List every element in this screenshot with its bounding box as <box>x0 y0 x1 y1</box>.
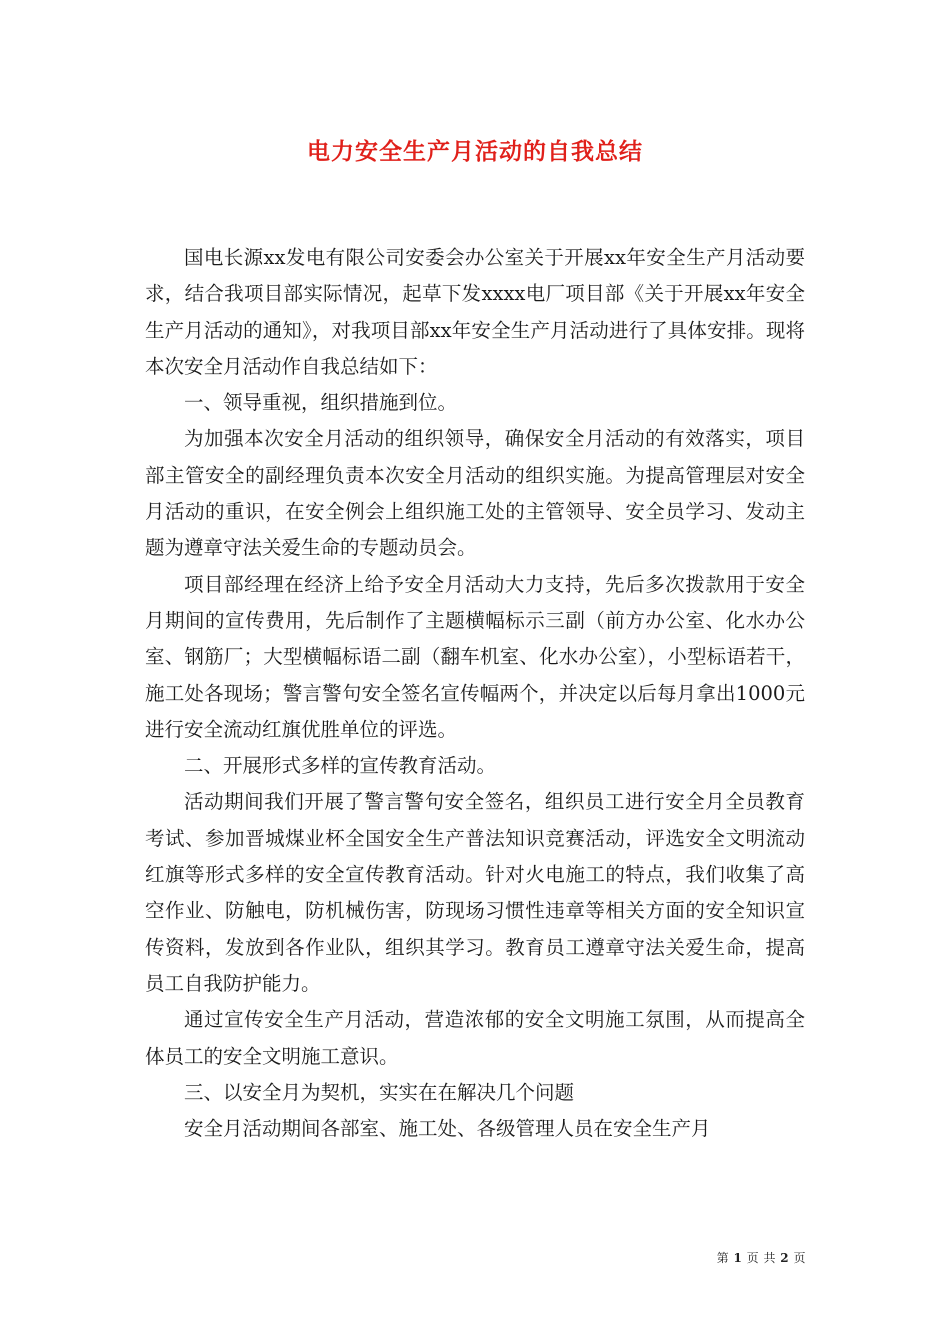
heading-section-1: 一、领导重视，组织措施到位。 <box>184 391 458 415</box>
heading-section-2: 二、开展形式多样的宣传教育活动。 <box>184 754 497 778</box>
paragraph-intro: 国电长源xx发电有限公司安委会办公室关于开展xx年安全生产月活动要求，结合我项目部实际情况，起草下发xxxx电厂项目部《关于开展xx年安全生产月活动的通知》，对我项目部xx年安全生产月活动进行了具体安排。现将本次安全月活动作自我总结如下： <box>145 246 805 378</box>
paragraph: 为加强本次安全月活动的组织领导，确保安全月活动的有效落实，项目部主管安全的副经理负责本次安全月活动的组织实施。为提高管理层对安全月活动的重识，在安全例会上组织施工处的主管领导、安全员学习、发动主题为遵章守法关爱生命的专题动员会。 <box>145 427 805 560</box>
paragraph: 通过宣传安全生产月活动，营造浓郁的安全文明施工氛围，从而提高全体员工的安全文明施工意识。 <box>145 1008 805 1068</box>
footer-suffix: 页 <box>793 1251 806 1265</box>
paragraph: 项目部经理在经济上给予安全月活动大力支持，先后多次拨款用于安全月期间的宣传费用，先后制作了主题横幅标示三副（前方办公室、化水办公室、钢筋厂；大型横幅标语二副（翻车机室、化水办公室），小型标语若干，施工处各现场；警言警句安全签名宣传幅两个，并决定以后每月拿出1000元进行安全流动红旗优胜单位的评选。 <box>145 572 805 741</box>
footer-total-pages: 2 <box>780 1251 790 1265</box>
document-title: 电力安全生产月活动的自我总结 <box>307 139 643 165</box>
paragraph: 活动期间我们开展了警言警句安全签名，组织员工进行安全月全员教育考试、参加晋城煤业杯全国安全生产普法知识竞赛活动，评选安全文明流动红旗等形式多样的安全宣传教育活动。针对火电施工的特点，我们收集了高空作业、防触电，防机械伤害，防现场习惯性违章等相关方面的安全知识宣传资料，发放到各作业队，组织其学习。教育员工遵章守法关爱生命，提高员工自我防护能力。 <box>145 790 805 995</box>
paragraph: 安全月活动期间各部室、施工处、各级管理人员在安全生产月 <box>184 1117 711 1141</box>
page-number-footer <box>717 1249 806 1266</box>
document-body <box>145 240 805 1147</box>
footer-middle: 页 共 <box>746 1251 776 1265</box>
footer-prefix: 第 <box>716 1251 730 1265</box>
footer-current-page: 1 <box>733 1251 743 1265</box>
heading-section-3: 三、以安全月为契机，实实在在解决几个问题 <box>184 1080 575 1104</box>
